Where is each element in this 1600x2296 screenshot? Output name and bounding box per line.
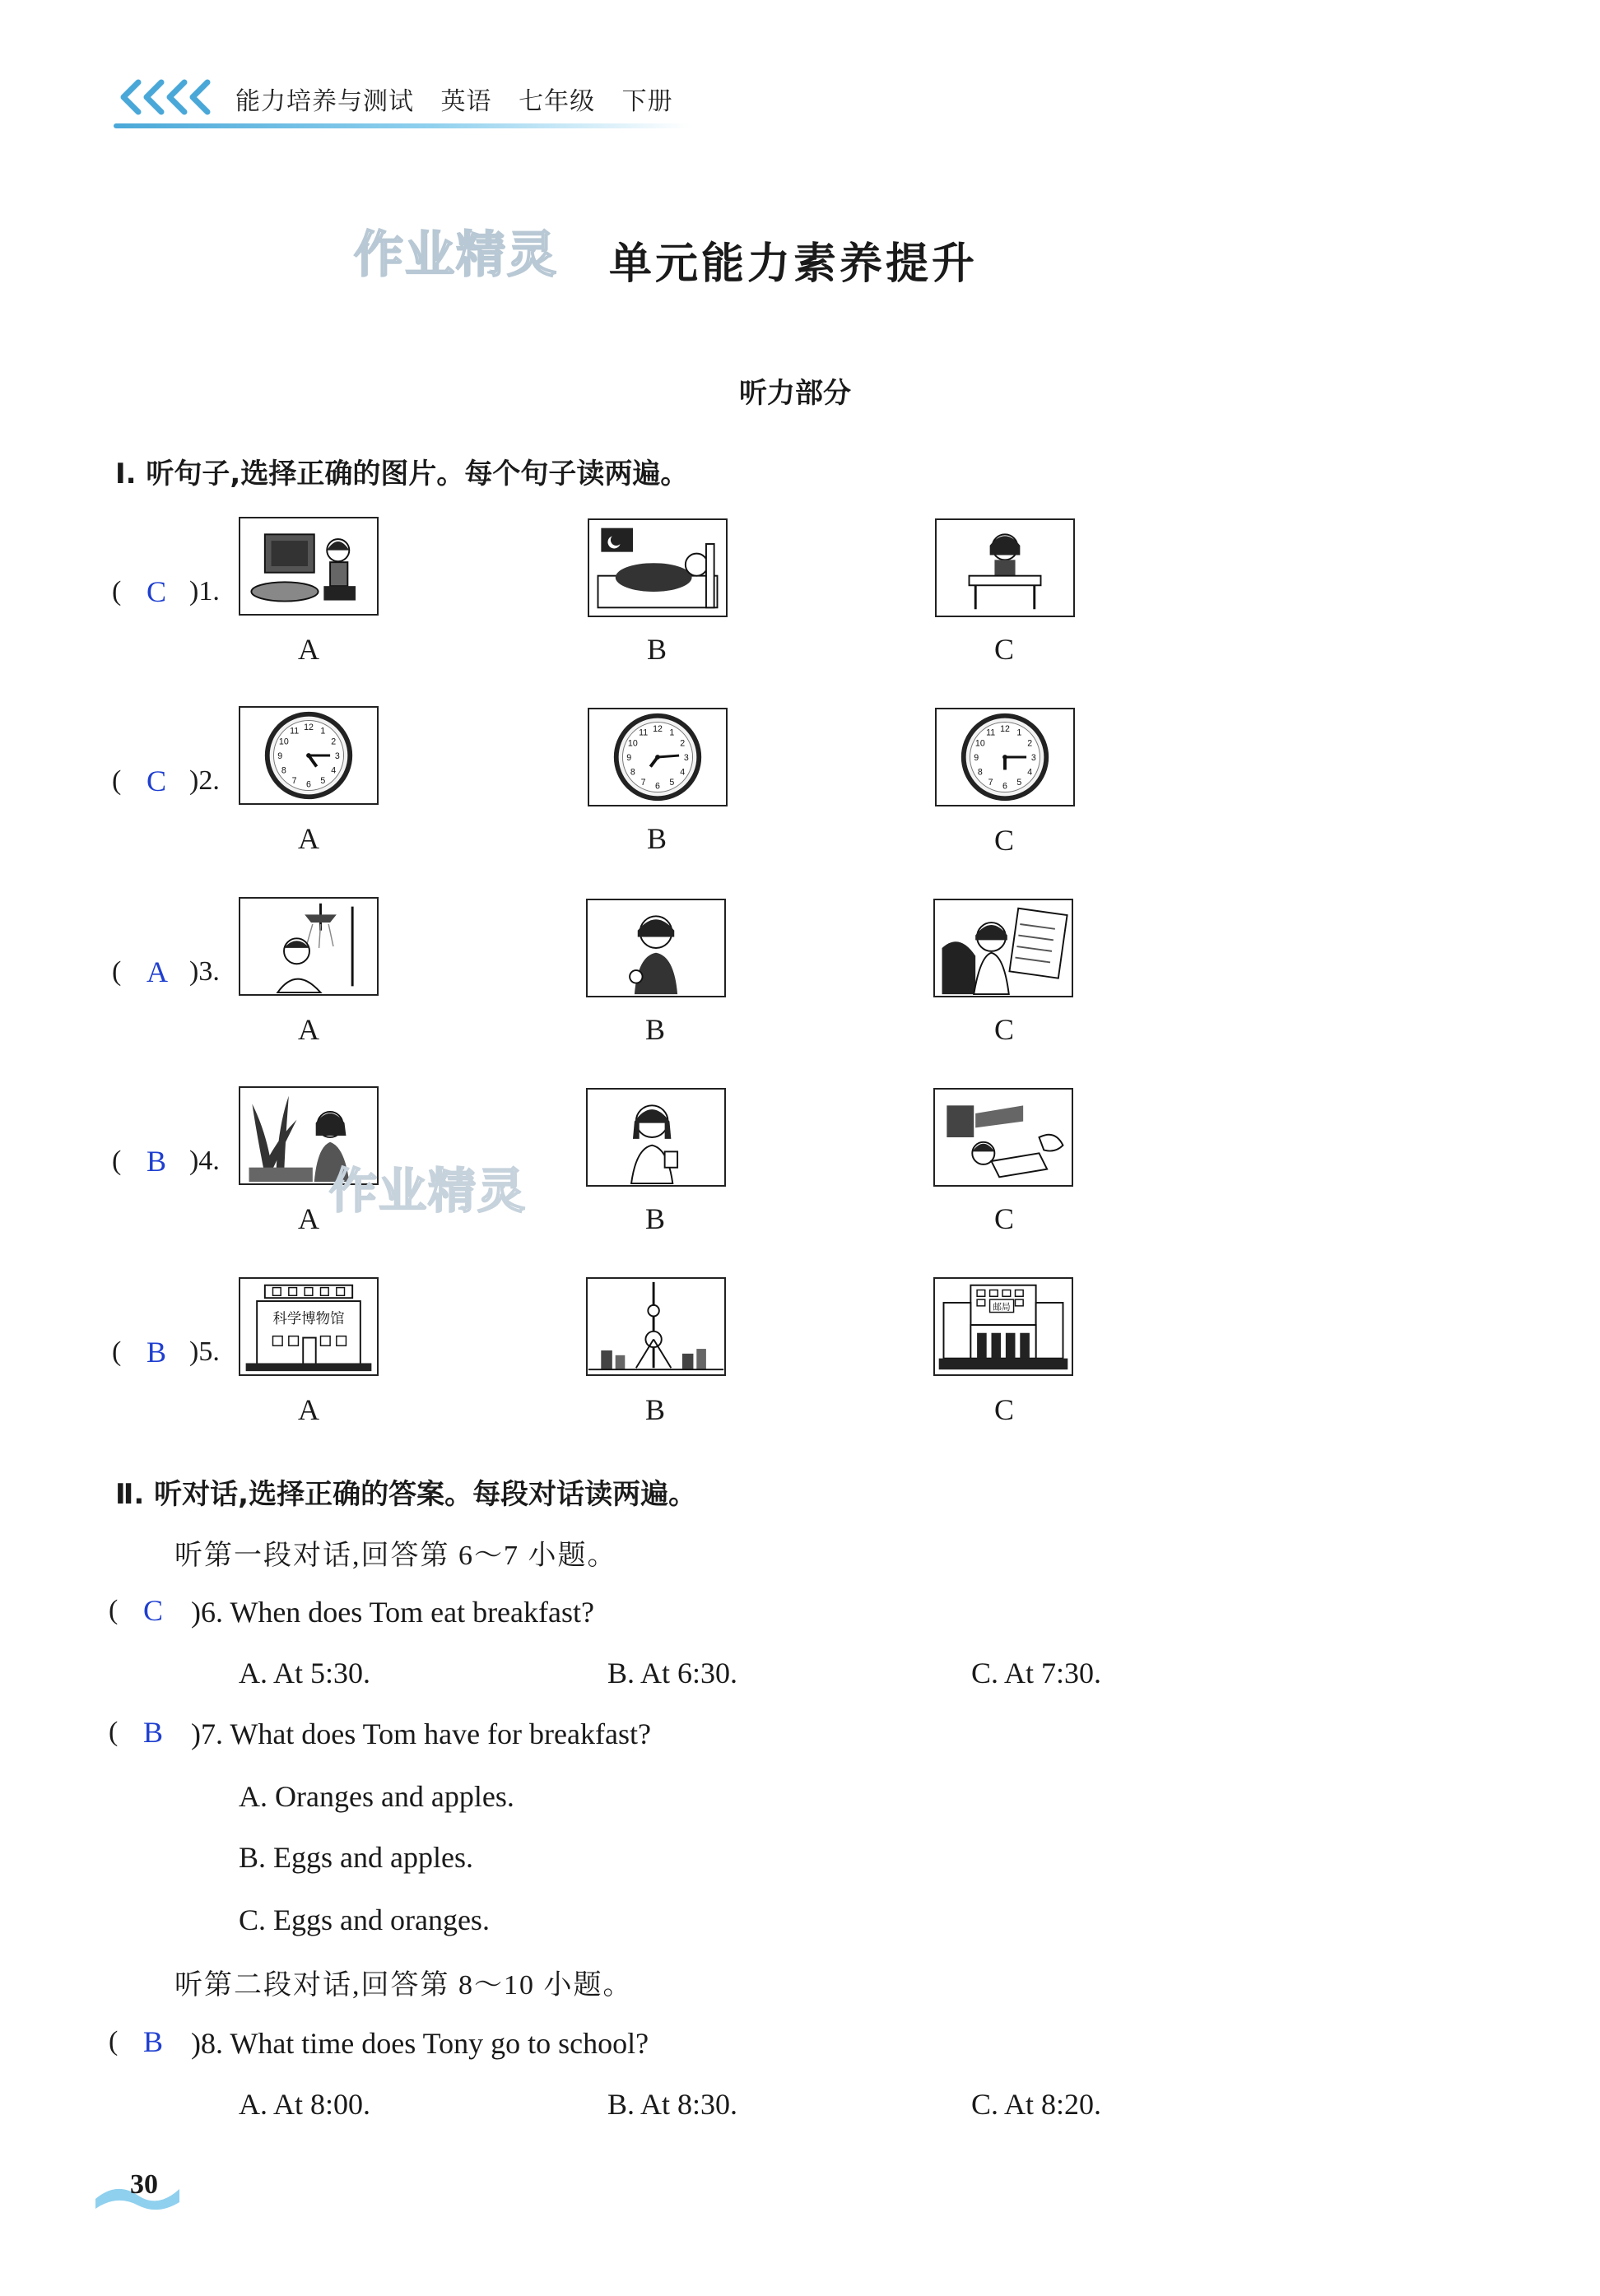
q8-option-b: B. At 8:30. — [607, 2088, 738, 2121]
clock-numeral: 11 — [986, 727, 996, 738]
q4-label-c: C — [994, 1202, 1015, 1235]
q6-option-b: B. At 6:30. — [607, 1657, 738, 1689]
q3-answer: A — [147, 955, 168, 988]
header-title — [235, 81, 673, 117]
clock-numeral: 10 — [974, 738, 985, 749]
clock-numeral: 2 — [331, 737, 337, 747]
q1-label-c: C — [994, 633, 1015, 666]
clock-numeral: 4 — [1027, 767, 1033, 778]
q8-answer: B — [143, 2025, 164, 2058]
q1-answer: C — [147, 575, 167, 608]
q7-option-a: A. Oranges and apples. — [239, 1780, 514, 1813]
q2-picture-a — [239, 706, 379, 805]
q7-option-c: C. Eggs and oranges. — [239, 1903, 490, 1936]
museum-sign: 科学博物馆 — [272, 1311, 345, 1328]
clock-numeral: 6 — [1002, 781, 1007, 792]
clock-numeral: 5 — [669, 778, 675, 788]
q5-answer: B — [147, 1336, 167, 1369]
clock-numeral: 9 — [626, 752, 632, 763]
clock-numeral: 6 — [655, 781, 660, 792]
q3-label-b: B — [645, 1013, 666, 1046]
dialog2-note: 听第二段对话,回答第 8～10 小题。 — [174, 1970, 633, 2001]
clock-numeral: 11 — [290, 726, 300, 737]
q5-label-a: A — [298, 1393, 319, 1426]
listening-subtitle: 听力部分 — [739, 377, 851, 410]
header-rule — [114, 123, 690, 128]
clock-numeral: 9 — [974, 752, 979, 763]
clock-numeral: 7 — [640, 778, 646, 788]
q2-open-paren: ( — [112, 765, 122, 796]
q3-picture-b — [586, 899, 726, 997]
header-chevrons-icon — [114, 72, 212, 122]
q5-picture-a — [239, 1277, 379, 1376]
page-number: 30 — [130, 2169, 158, 2200]
q5-picture-b — [586, 1277, 726, 1376]
clock-numeral: 10 — [278, 737, 289, 747]
q1-label-b: B — [647, 633, 667, 666]
clock-numeral: 10 — [627, 738, 638, 749]
q2-label-c: C — [994, 824, 1015, 857]
q6-text: )6. When does Tom eat breakfast? — [191, 1596, 594, 1629]
q3-label-c: C — [994, 1013, 1015, 1046]
q7-option-b: B. Eggs and apples. — [239, 1841, 473, 1874]
q7-text: )7. What does Tom have for breakfast? — [191, 1717, 651, 1750]
clock-numeral: 1 — [1016, 727, 1022, 738]
header-book: 能力培养与测试 — [235, 87, 414, 116]
q6-option-a: A. At 5:30. — [239, 1657, 371, 1689]
q2-answer: C — [147, 765, 167, 797]
q1-number: )1. — [189, 576, 220, 607]
q4-number: )4. — [189, 1146, 220, 1176]
clock-numeral: 5 — [1016, 778, 1022, 788]
q2-label-b: B — [647, 822, 667, 855]
clock-numeral: 2 — [680, 738, 686, 749]
q8-option-c: C. At 8:20. — [971, 2088, 1102, 2121]
q3-picture-a — [239, 897, 379, 996]
watermark-top: 作业精灵 — [354, 226, 558, 284]
q6-option-c: C. At 7:30. — [971, 1657, 1102, 1689]
clock-numeral: 5 — [320, 776, 326, 787]
q4-picture-c — [933, 1088, 1073, 1187]
dialog1-note: 听第一段对话,回答第 6～7 小题。 — [174, 1541, 617, 1571]
post-office-sign: 邮局 — [993, 1301, 1011, 1313]
clock-numeral: 2 — [1027, 738, 1033, 749]
q7-answer: B — [143, 1716, 164, 1749]
clock-numeral: 12 — [653, 724, 663, 735]
clock-numeral: 7 — [988, 778, 993, 788]
clock-numeral: 6 — [306, 779, 311, 790]
q2-picture-c — [935, 708, 1075, 806]
q4-label-b: B — [645, 1202, 666, 1235]
q3-label-a: A — [298, 1013, 319, 1046]
q2-label-a: A — [298, 822, 319, 855]
q5-picture-c — [933, 1277, 1073, 1376]
q5-open-paren: ( — [112, 1336, 122, 1367]
clock-numeral: 8 — [281, 765, 286, 776]
clock-numeral: 8 — [977, 767, 983, 778]
section1-heading: Ⅰ. 听句子,选择正确的图片。每个句子读两遍。 — [115, 458, 689, 490]
q3-number: )3. — [189, 956, 220, 987]
q3-picture-c — [933, 899, 1073, 997]
q1-picture-a — [239, 517, 379, 616]
q5-number: )5. — [189, 1336, 220, 1367]
q8-open-paren: ( — [109, 2026, 119, 2057]
q2-picture-b — [588, 708, 728, 806]
q8-option-a: A. At 8:00. — [239, 2088, 371, 2121]
q6-open-paren: ( — [109, 1595, 119, 1625]
q4-picture-b — [586, 1088, 726, 1187]
q1-picture-b — [588, 518, 728, 617]
q1-label-a: A — [298, 633, 319, 666]
header-grade: 七年级 — [519, 87, 596, 116]
q1-open-paren: ( — [112, 576, 122, 607]
clock-numeral: 1 — [669, 727, 675, 738]
q7-open-paren: ( — [109, 1717, 119, 1747]
clock-numeral: 7 — [291, 776, 297, 787]
clock-numeral: 4 — [331, 765, 337, 776]
header-volume: 下册 — [621, 87, 673, 116]
clock-numeral: 4 — [680, 767, 686, 778]
clock-numeral: 12 — [1000, 724, 1010, 735]
clock-numeral: 3 — [1030, 752, 1036, 763]
q8-text: )8. What time does Tony go to school? — [191, 2027, 649, 2060]
clock-numeral: 9 — [277, 751, 283, 761]
q1-picture-c — [935, 518, 1075, 617]
section2-heading: Ⅱ. 听对话,选择正确的答案。每段对话读两遍。 — [115, 1478, 697, 1511]
q4-answer: B — [147, 1145, 167, 1178]
q6-answer: C — [143, 1594, 164, 1627]
clock-numeral: 11 — [639, 727, 649, 738]
watermark-middle: 作业精灵 — [329, 1163, 528, 1219]
q3-open-paren: ( — [112, 956, 122, 987]
q4-open-paren: ( — [112, 1146, 122, 1176]
page-title: 单元能力素养提升 — [609, 239, 979, 289]
q5-label-b: B — [645, 1393, 666, 1426]
clock-numeral: 3 — [334, 751, 340, 761]
header-subject: 英语 — [440, 87, 492, 116]
clock-numeral: 12 — [304, 723, 314, 733]
clock-numeral: 8 — [630, 767, 635, 778]
clock-numeral: 1 — [320, 726, 326, 737]
q5-label-c: C — [994, 1393, 1015, 1426]
clock-numeral: 3 — [683, 752, 689, 763]
q4-label-a: A — [298, 1202, 319, 1235]
q2-number: )2. — [189, 765, 220, 796]
